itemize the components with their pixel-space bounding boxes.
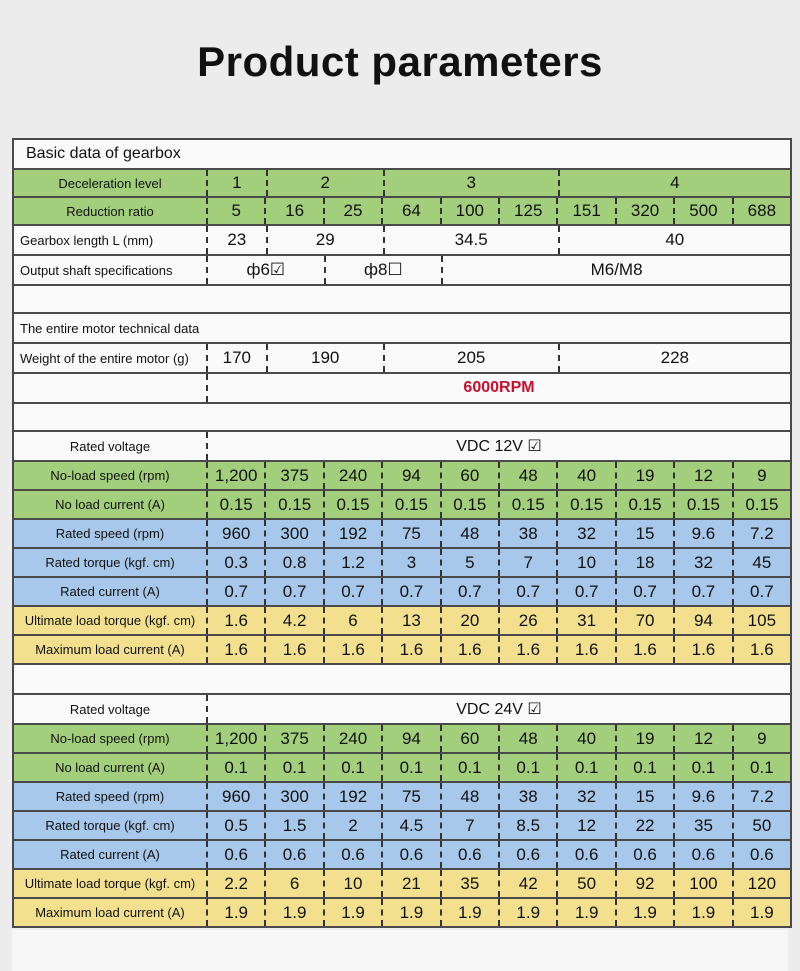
table-cell: 0.6 bbox=[325, 841, 383, 868]
table-row bbox=[14, 491, 790, 520]
table-cell: 0.7 bbox=[500, 578, 558, 605]
table-cell: 0.15 bbox=[675, 491, 733, 518]
table-cell: 192 bbox=[325, 783, 383, 810]
shaft-option-6mm: ф6☑ bbox=[208, 256, 326, 284]
table-cell: 6 bbox=[266, 870, 324, 897]
blank-row bbox=[14, 665, 790, 695]
table-cell: 0.15 bbox=[617, 491, 675, 518]
table-cell: 2 bbox=[325, 812, 383, 839]
table-cell: 300 bbox=[266, 783, 324, 810]
table-cell: 64 bbox=[383, 198, 441, 224]
row-label: Rated speed (rpm) bbox=[14, 520, 208, 547]
row-label: Weight of the entire motor (g) bbox=[14, 344, 208, 372]
table-cell: 1.9 bbox=[442, 899, 500, 926]
table-cell: 0.15 bbox=[325, 491, 383, 518]
table-cell: 21 bbox=[383, 870, 441, 897]
rated-voltage-12v: VDC 12V ☑ bbox=[456, 438, 542, 455]
row-label: No load current (A) bbox=[14, 754, 208, 781]
table-cell: 0.7 bbox=[442, 578, 500, 605]
table-cell: 35 bbox=[675, 812, 733, 839]
row-label: Rated current (A) bbox=[14, 578, 208, 605]
table-cell: 0.1 bbox=[383, 754, 441, 781]
table-cell: 48 bbox=[500, 462, 558, 489]
table-row bbox=[14, 841, 790, 870]
deceleration-level-1: 1 bbox=[208, 170, 268, 196]
deceleration-level-3: 3 bbox=[385, 170, 560, 196]
table-cell: 60 bbox=[442, 725, 500, 752]
table-cell: 0.6 bbox=[558, 841, 616, 868]
speed-class-row bbox=[14, 374, 790, 404]
table-cell: 1.9 bbox=[383, 899, 441, 926]
table-cell: 4.5 bbox=[383, 812, 441, 839]
footer-strip bbox=[12, 930, 788, 971]
table-cell: 20 bbox=[442, 607, 500, 634]
deceleration-level-row bbox=[14, 170, 790, 198]
table-cell: 60 bbox=[442, 462, 500, 489]
table-cell: 75 bbox=[383, 520, 441, 547]
table-cell: 0.15 bbox=[266, 491, 324, 518]
table-cell: 0.6 bbox=[500, 841, 558, 868]
table-cell: 0.15 bbox=[500, 491, 558, 518]
table-cell: 9 bbox=[757, 465, 767, 485]
table-cell: 0.7 bbox=[617, 578, 675, 605]
table-cell: 1.6 bbox=[325, 636, 383, 663]
table-row bbox=[14, 578, 790, 607]
row-label: Deceleration level bbox=[14, 170, 208, 196]
table-cell: 32 bbox=[558, 520, 616, 547]
table-cell: 23 bbox=[208, 226, 268, 254]
table-cell: 0.15 bbox=[383, 491, 441, 518]
table-cell: 0.7 bbox=[208, 578, 266, 605]
table-cell: 12 bbox=[675, 462, 733, 489]
table-cell: 19 bbox=[617, 462, 675, 489]
table-row bbox=[14, 607, 790, 636]
table-cell: 0.7 bbox=[266, 578, 324, 605]
table-cell: 0.1 bbox=[558, 754, 616, 781]
table-cell: 0.6 bbox=[442, 841, 500, 868]
table-cell: 10 bbox=[558, 549, 616, 576]
deceleration-level-4: 4 bbox=[670, 173, 680, 192]
table-cell: 29 bbox=[268, 226, 385, 254]
table-cell: 1.9 bbox=[266, 899, 324, 926]
table-cell: 0.15 bbox=[745, 494, 779, 514]
table-cell: 16 bbox=[266, 198, 324, 224]
table-row bbox=[14, 899, 790, 928]
motor-section-header bbox=[14, 314, 790, 344]
table-cell: 32 bbox=[558, 783, 616, 810]
table-cell: 31 bbox=[558, 607, 616, 634]
table-row bbox=[14, 549, 790, 578]
page-title: Product parameters bbox=[197, 38, 603, 85]
table-cell: 9.6 bbox=[675, 783, 733, 810]
speed-class: 6000RPM bbox=[463, 379, 535, 396]
table-cell: 5 bbox=[208, 198, 266, 224]
blank-row bbox=[14, 404, 790, 432]
table-cell: 0.8 bbox=[266, 549, 324, 576]
shaft-option-thread: M6/M8 bbox=[590, 260, 643, 279]
row-label: Rated torque (kgf. cm) bbox=[14, 812, 208, 839]
table-cell: 1.9 bbox=[208, 899, 266, 926]
motor-section-title: The entire motor technical data bbox=[20, 320, 200, 336]
row-label: Rated voltage bbox=[14, 432, 208, 460]
table-cell: 1.6 bbox=[750, 639, 774, 659]
table-cell: 22 bbox=[617, 812, 675, 839]
gearbox-section-title: Basic data of gearbox bbox=[26, 145, 181, 162]
table-cell: 375 bbox=[266, 725, 324, 752]
table-cell: 120 bbox=[747, 873, 777, 893]
table-cell: 375 bbox=[266, 462, 324, 489]
table-cell: 0.6 bbox=[617, 841, 675, 868]
table-cell: 205 bbox=[385, 344, 560, 372]
table-cell: 0.3 bbox=[208, 549, 266, 576]
output-shaft-row bbox=[14, 256, 790, 286]
table-cell: 0.1 bbox=[325, 754, 383, 781]
table-cell: 38 bbox=[500, 520, 558, 547]
table-cell: 12 bbox=[558, 812, 616, 839]
table-cell: 94 bbox=[675, 607, 733, 634]
table-cell: 0.7 bbox=[325, 578, 383, 605]
table-cell: 40 bbox=[558, 462, 616, 489]
table-cell: 38 bbox=[500, 783, 558, 810]
table-row bbox=[14, 870, 790, 899]
table-cell: 94 bbox=[383, 725, 441, 752]
row-label: Rated speed (rpm) bbox=[14, 783, 208, 810]
table-cell: 50 bbox=[558, 870, 616, 897]
table-cell: 190 bbox=[268, 344, 385, 372]
table-cell: 25 bbox=[325, 198, 383, 224]
row-label: No load current (A) bbox=[14, 491, 208, 518]
table-cell: 9 bbox=[757, 728, 767, 748]
table-cell: 100 bbox=[675, 870, 733, 897]
table-cell: 105 bbox=[747, 610, 777, 630]
table-row bbox=[14, 725, 790, 754]
table-cell: 192 bbox=[325, 520, 383, 547]
row-label: No-load speed (rpm) bbox=[14, 462, 208, 489]
table-cell: 0.5 bbox=[208, 812, 266, 839]
table-cell: 960 bbox=[208, 783, 266, 810]
table-cell: 10 bbox=[325, 870, 383, 897]
table-cell: 0.15 bbox=[208, 491, 266, 518]
table-cell: 40 bbox=[665, 230, 685, 249]
table-cell: 100 bbox=[442, 198, 500, 224]
row-label-empty bbox=[14, 374, 208, 402]
row-label: No-load speed (rpm) bbox=[14, 725, 208, 752]
table-cell: 0.15 bbox=[558, 491, 616, 518]
table-cell: 48 bbox=[500, 725, 558, 752]
table-cell: 0.7 bbox=[383, 578, 441, 605]
table-cell: 6 bbox=[325, 607, 383, 634]
table-cell: 1,200 bbox=[208, 462, 266, 489]
table-cell: 94 bbox=[383, 462, 441, 489]
table-cell: 7 bbox=[442, 812, 500, 839]
row-label: Rated current (A) bbox=[14, 841, 208, 868]
table-row bbox=[14, 462, 790, 491]
table-row bbox=[14, 520, 790, 549]
table-cell: 35 bbox=[442, 870, 500, 897]
table-cell: 240 bbox=[325, 462, 383, 489]
table-cell: 0.6 bbox=[675, 841, 733, 868]
table-cell: 7.2 bbox=[750, 523, 774, 543]
table-cell: 48 bbox=[442, 783, 500, 810]
rated-voltage-24v: VDC 24V ☑ bbox=[456, 701, 542, 718]
table-cell: 0.7 bbox=[750, 581, 774, 601]
row-label: Rated voltage bbox=[14, 695, 208, 723]
table-cell: 0.1 bbox=[266, 754, 324, 781]
table-cell: 240 bbox=[325, 725, 383, 752]
rated-voltage-12v-row bbox=[14, 432, 790, 462]
table-cell: 32 bbox=[675, 549, 733, 576]
table-cell: 1.6 bbox=[500, 636, 558, 663]
table-cell: 151 bbox=[558, 198, 616, 224]
table-cell: 2.2 bbox=[208, 870, 266, 897]
table-cell: 1.6 bbox=[208, 607, 266, 634]
table-cell: 50 bbox=[752, 815, 772, 835]
table-cell: 1.9 bbox=[500, 899, 558, 926]
table-cell: 0.15 bbox=[442, 491, 500, 518]
table-cell: 1.6 bbox=[442, 636, 500, 663]
table-cell: 1.9 bbox=[750, 902, 774, 922]
table-cell: 26 bbox=[500, 607, 558, 634]
blank-row bbox=[14, 286, 790, 314]
table-cell: 1.2 bbox=[325, 549, 383, 576]
table-cell: 0.1 bbox=[750, 757, 774, 777]
row-label: Output shaft specifications bbox=[14, 256, 208, 284]
row-label: Maximum load current (A) bbox=[14, 899, 208, 926]
table-cell: 960 bbox=[208, 520, 266, 547]
row-label: Reduction ratio bbox=[14, 198, 208, 224]
table-cell: 5 bbox=[442, 549, 500, 576]
table-cell: 1.6 bbox=[383, 636, 441, 663]
table-cell: 170 bbox=[208, 344, 268, 372]
motor-weight-row bbox=[14, 344, 790, 374]
table-cell: 12 bbox=[675, 725, 733, 752]
table-cell: 13 bbox=[383, 607, 441, 634]
table-cell: 1.9 bbox=[675, 899, 733, 926]
row-label: Ultimate load torque (kgf. cm) bbox=[14, 607, 208, 634]
table-row bbox=[14, 812, 790, 841]
table-cell: 40 bbox=[558, 725, 616, 752]
table-row bbox=[14, 636, 790, 665]
gearbox-section-header bbox=[14, 140, 790, 170]
table-cell: 9.6 bbox=[675, 520, 733, 547]
table-cell: 0.6 bbox=[208, 841, 266, 868]
row-label: Maximum load current (A) bbox=[14, 636, 208, 663]
table-cell: 15 bbox=[617, 520, 675, 547]
table-cell: 48 bbox=[442, 520, 500, 547]
gearbox-length-row bbox=[14, 226, 790, 256]
shaft-option-8mm: ф8☐ bbox=[326, 256, 444, 284]
table-cell: 1.6 bbox=[617, 636, 675, 663]
table-cell: 15 bbox=[617, 783, 675, 810]
table-cell: 300 bbox=[266, 520, 324, 547]
deceleration-level-2: 2 bbox=[268, 170, 385, 196]
table-cell: 0.1 bbox=[208, 754, 266, 781]
table-cell: 1.5 bbox=[266, 812, 324, 839]
table-cell: 0.7 bbox=[675, 578, 733, 605]
table-cell: 688 bbox=[747, 201, 777, 220]
table-cell: 92 bbox=[617, 870, 675, 897]
table-cell: 0.6 bbox=[266, 841, 324, 868]
table-row bbox=[14, 783, 790, 812]
table-cell: 0.6 bbox=[750, 844, 774, 864]
table-cell: 0.1 bbox=[442, 754, 500, 781]
table-cell: 18 bbox=[617, 549, 675, 576]
table-cell: 7.2 bbox=[750, 786, 774, 806]
row-label: Gearbox length L (mm) bbox=[14, 226, 208, 254]
table-cell: 8.5 bbox=[500, 812, 558, 839]
table-cell: 1.6 bbox=[675, 636, 733, 663]
table-cell: 1.9 bbox=[617, 899, 675, 926]
table-cell: 45 bbox=[752, 552, 772, 572]
table-cell: 1.6 bbox=[208, 636, 266, 663]
table-cell: 1,200 bbox=[208, 725, 266, 752]
table-cell: 7 bbox=[500, 549, 558, 576]
table-cell: 125 bbox=[500, 198, 558, 224]
table-cell: 1.9 bbox=[558, 899, 616, 926]
table-cell: 320 bbox=[617, 198, 675, 224]
table-cell: 3 bbox=[383, 549, 441, 576]
table-cell: 1.6 bbox=[558, 636, 616, 663]
row-label: Rated torque (kgf. cm) bbox=[14, 549, 208, 576]
reduction-ratio-row bbox=[14, 198, 790, 226]
table-cell: 0.1 bbox=[500, 754, 558, 781]
table-cell: 0.7 bbox=[558, 578, 616, 605]
row-label: Ultimate load torque (kgf. cm) bbox=[14, 870, 208, 897]
table-cell: 70 bbox=[617, 607, 675, 634]
parameters-table bbox=[12, 138, 792, 928]
table-cell: 19 bbox=[617, 725, 675, 752]
table-row bbox=[14, 754, 790, 783]
table-cell: 0.1 bbox=[675, 754, 733, 781]
table-cell: 1.9 bbox=[325, 899, 383, 926]
table-cell: 4.2 bbox=[266, 607, 324, 634]
table-cell: 75 bbox=[383, 783, 441, 810]
table-cell: 1.6 bbox=[266, 636, 324, 663]
rated-voltage-24v-row bbox=[14, 695, 790, 725]
table-cell: 34.5 bbox=[385, 226, 560, 254]
table-cell: 0.1 bbox=[617, 754, 675, 781]
table-cell: 500 bbox=[675, 198, 733, 224]
table-cell: 42 bbox=[500, 870, 558, 897]
table-cell: 0.6 bbox=[383, 841, 441, 868]
table-cell: 228 bbox=[660, 348, 689, 367]
